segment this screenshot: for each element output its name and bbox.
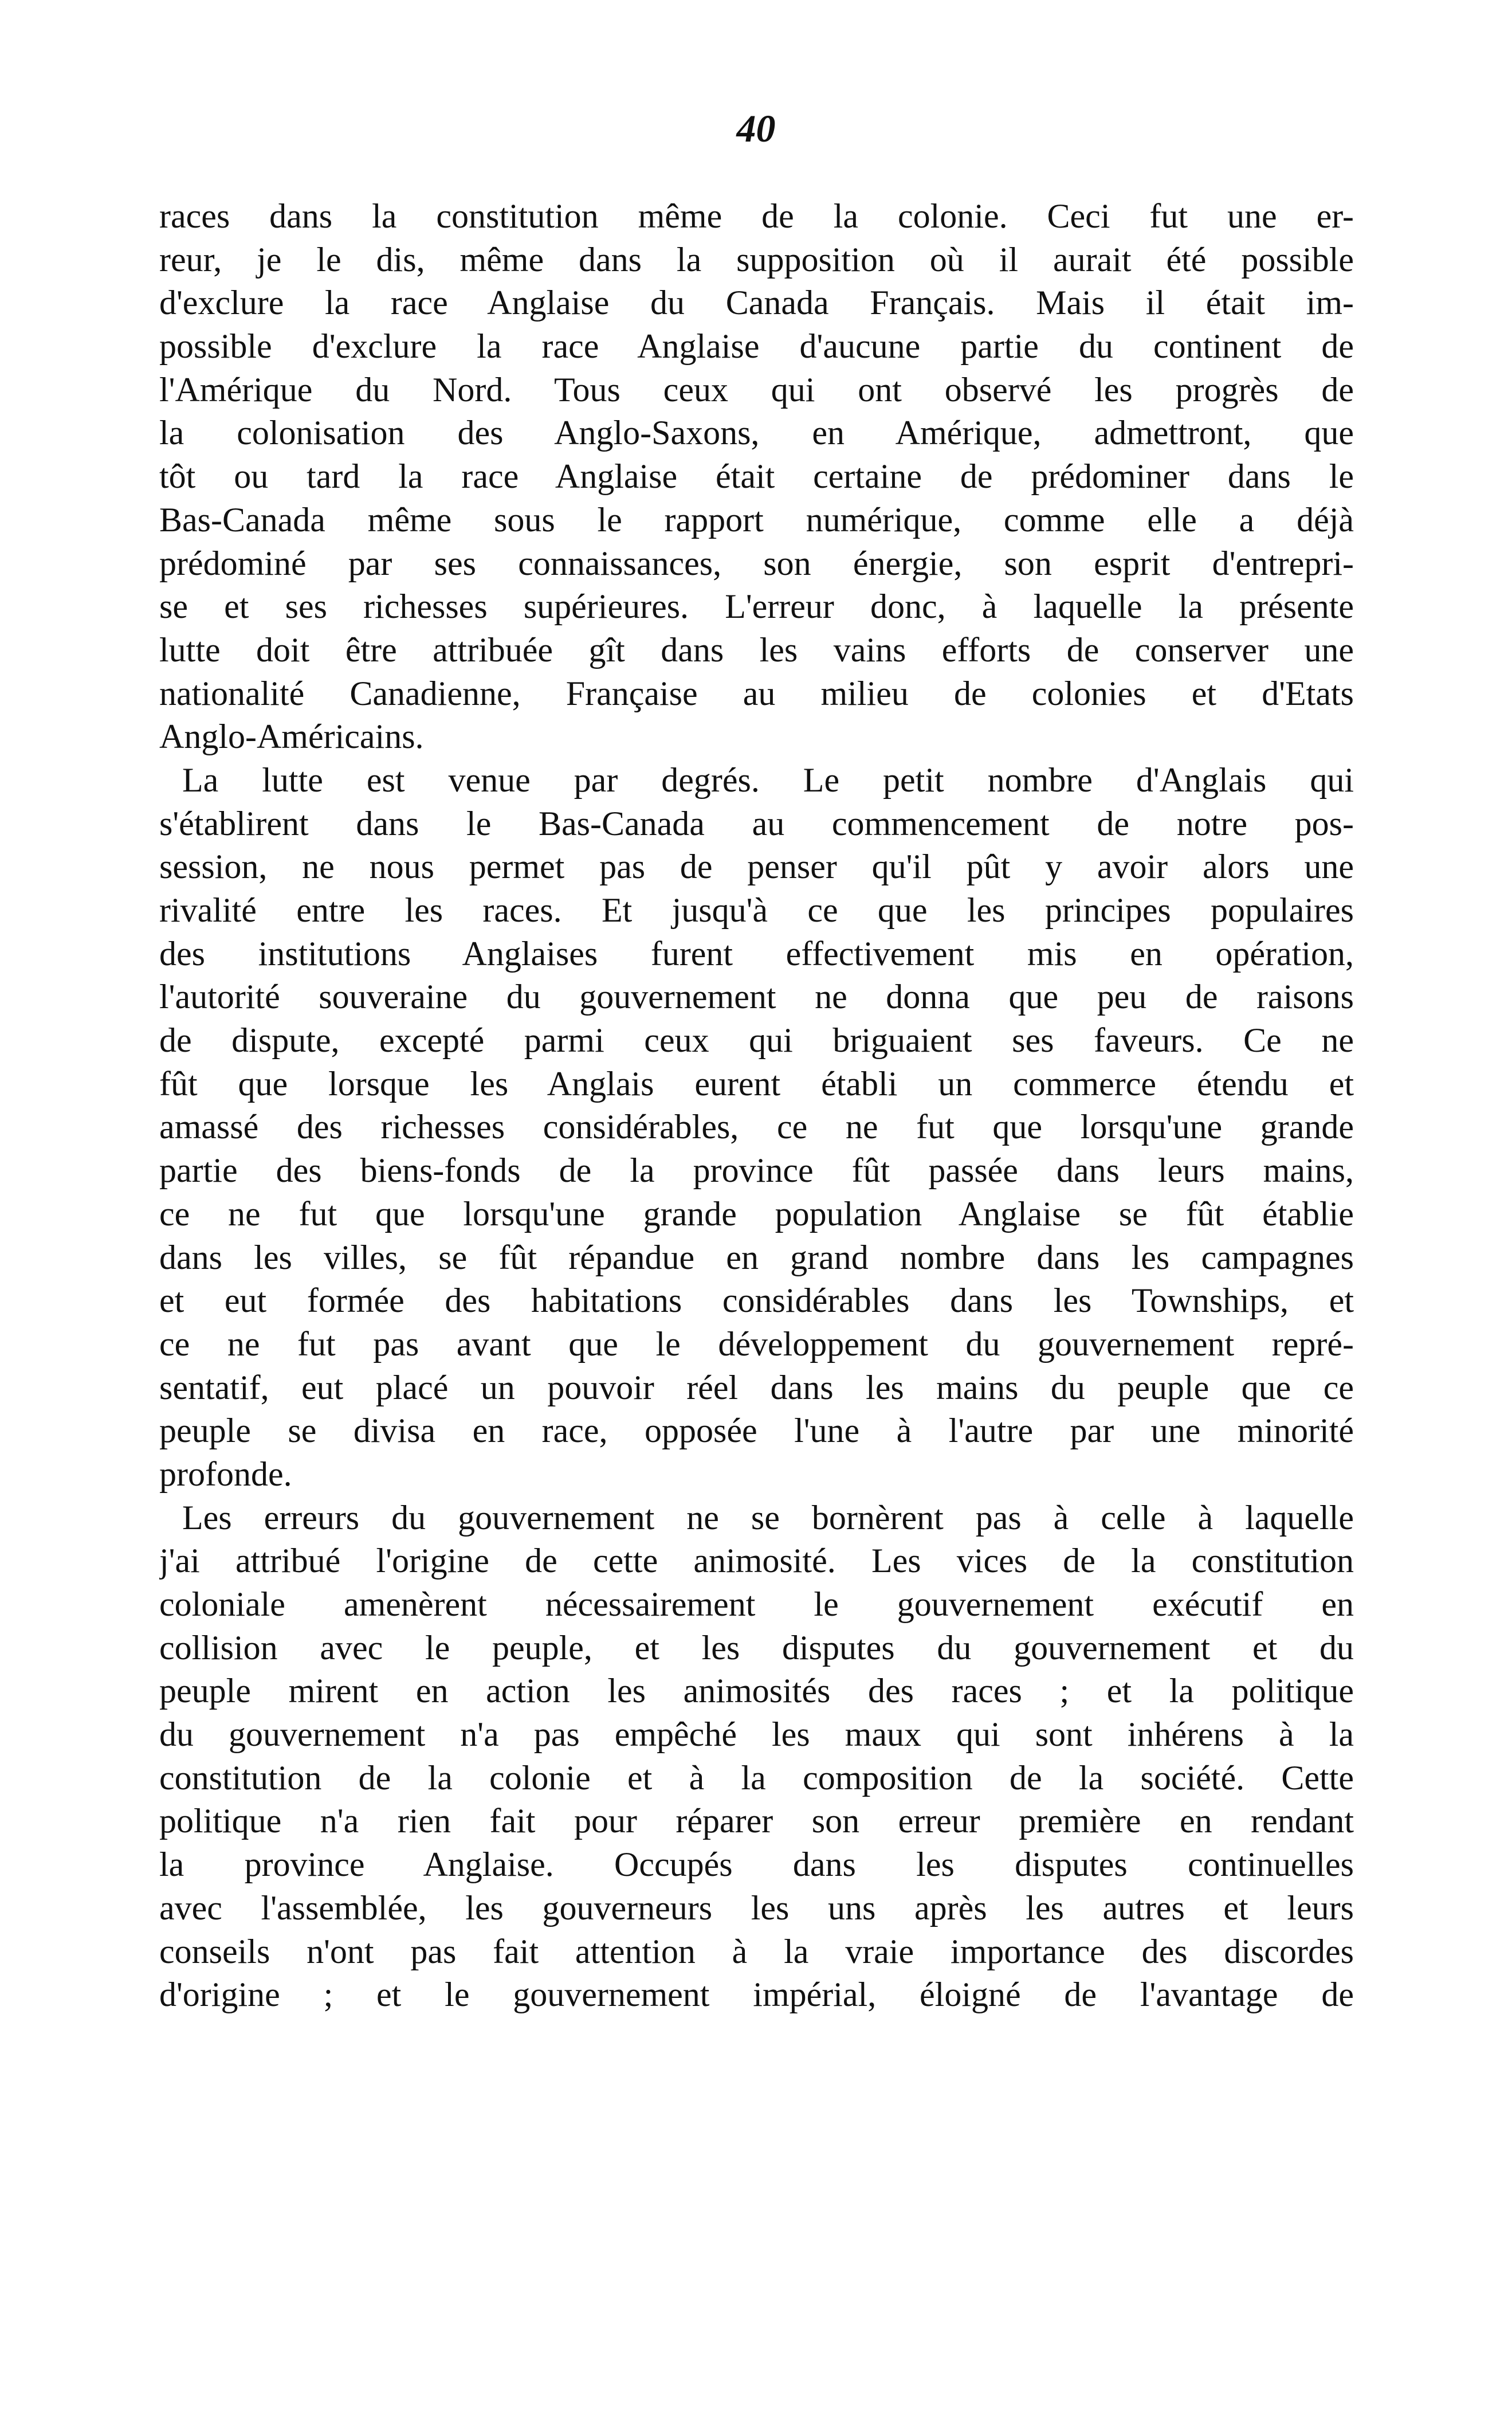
text-line: l'autorité souveraine du gouvernement ne donna que peu de raisons <box>159 978 1354 1016</box>
text-line: la province Anglaise. Occupés dans les disputes continuelles <box>159 1845 1354 1884</box>
text-line: profonde. <box>159 1455 292 1493</box>
text-line: sentatif, eut placé un pouvoir réel dans les mains du peuple que ce <box>159 1368 1354 1406</box>
text-line: la colonisation des Anglo-Saxons, en Amérique, admettront, que <box>159 414 1354 452</box>
text-line: d'origine ; et le gouvernement impérial, éloigné de l'avantage de <box>159 1976 1354 2014</box>
text-line: se et ses richesses supérieures. L'erreur donc, à laquelle la présente <box>159 587 1354 626</box>
text-line: j'ai attribué l'origine de cette animosité. Les vices de la constitution <box>159 1542 1354 1580</box>
text-line: ce ne fut pas avant que le développement du gouvernement repré- <box>159 1324 1354 1363</box>
text-line: collision avec le peuple, et les disputes du gouvernement et du <box>159 1628 1354 1667</box>
text-line: lutte doit être attribuée gît dans les vains efforts de conserver une <box>159 630 1354 669</box>
text-line: session, ne nous permet pas de penser qu'il pût y avoir alors une <box>159 848 1354 886</box>
text-line: rivalité entre les races. Et jusqu'à ce que les principes populaires <box>159 891 1354 929</box>
text-line: ce ne fut que lorsqu'une grande population Anglaise se fût établie <box>159 1194 1354 1233</box>
text-line: et eut formée des habitations considérables dans les Townships, et <box>159 1282 1354 1320</box>
text-line: Les erreurs du gouvernement ne se bornèrent pas à celle à laquelle <box>182 1498 1354 1537</box>
text-line: d'exclure la race Anglaise du Canada Français. Mais il était im- <box>159 284 1354 322</box>
text-line: fût que lorsque les Anglais eurent établi un commerce étendu et <box>159 1064 1354 1103</box>
text-line: constitution de la colonie et à la composition de la société. Cette <box>159 1758 1354 1797</box>
text-line: Anglo-Américains. <box>159 718 424 756</box>
text-line: peuple mirent en action les animosités des races ; et la politique <box>159 1672 1354 1710</box>
text-line: Bas-Canada même sous le rapport numérique, comme elle a déjà <box>159 500 1354 539</box>
text-line: dans les villes, se fût répandue en grand nombre dans les campagnes <box>159 1238 1354 1276</box>
text-line: nationalité Canadienne, Française au milieu de colonies et d'Etats <box>159 674 1354 712</box>
text-line: La lutte est venue par degrés. Le petit nombre d'Anglais qui <box>182 761 1354 799</box>
text-line: conseils n'ont pas fait attention à la vraie importance des discordes <box>159 1932 1354 1970</box>
text-line: partie des biens-fonds de la province fût passée dans leurs mains, <box>159 1151 1354 1190</box>
text-line: amassé des richesses considérables, ce ne fut que lorsqu'une grande <box>159 1108 1354 1146</box>
text-line: du gouvernement n'a pas empêché les maux qui sont inhérens à la <box>159 1715 1354 1754</box>
page-number: 40 <box>736 107 776 150</box>
text-line: l'Amérique du Nord. Tous ceux qui ont observé les progrès de <box>159 370 1354 409</box>
text-line: avec l'assemblée, les gouverneurs les uns après les autres et leurs <box>159 1888 1354 1927</box>
text-line: s'établirent dans le Bas-Canada au commencement de notre pos- <box>159 804 1354 842</box>
text-line: prédominé par ses connaissances, son énergie, son esprit d'entrepri- <box>159 544 1354 582</box>
text-line: des institutions Anglaises furent effectivement mis en opération, <box>159 934 1354 973</box>
text-line: coloniale amenèrent nécessairement le gouvernement exécutif en <box>159 1585 1354 1623</box>
text-line: races dans la constitution même de la colonie. Ceci fut une er- <box>159 197 1354 235</box>
text-line: peuple se divisa en race, opposée l'une à l'autre par une minorité <box>159 1412 1354 1450</box>
text-line: possible d'exclure la race Anglaise d'aucune partie du continent de <box>159 327 1354 366</box>
text-line: politique n'a rien fait pour réparer son erreur première en rendant <box>159 1802 1354 1840</box>
body-text <box>159 195 1354 2017</box>
text-line: tôt ou tard la race Anglaise était certaine de prédominer dans le <box>159 457 1354 496</box>
text-line: reur, je le dis, même dans la supposition où il aurait été possible <box>159 240 1354 279</box>
text-line: de dispute, excepté parmi ceux qui briguaient ses faveurs. Ce ne <box>159 1021 1354 1060</box>
